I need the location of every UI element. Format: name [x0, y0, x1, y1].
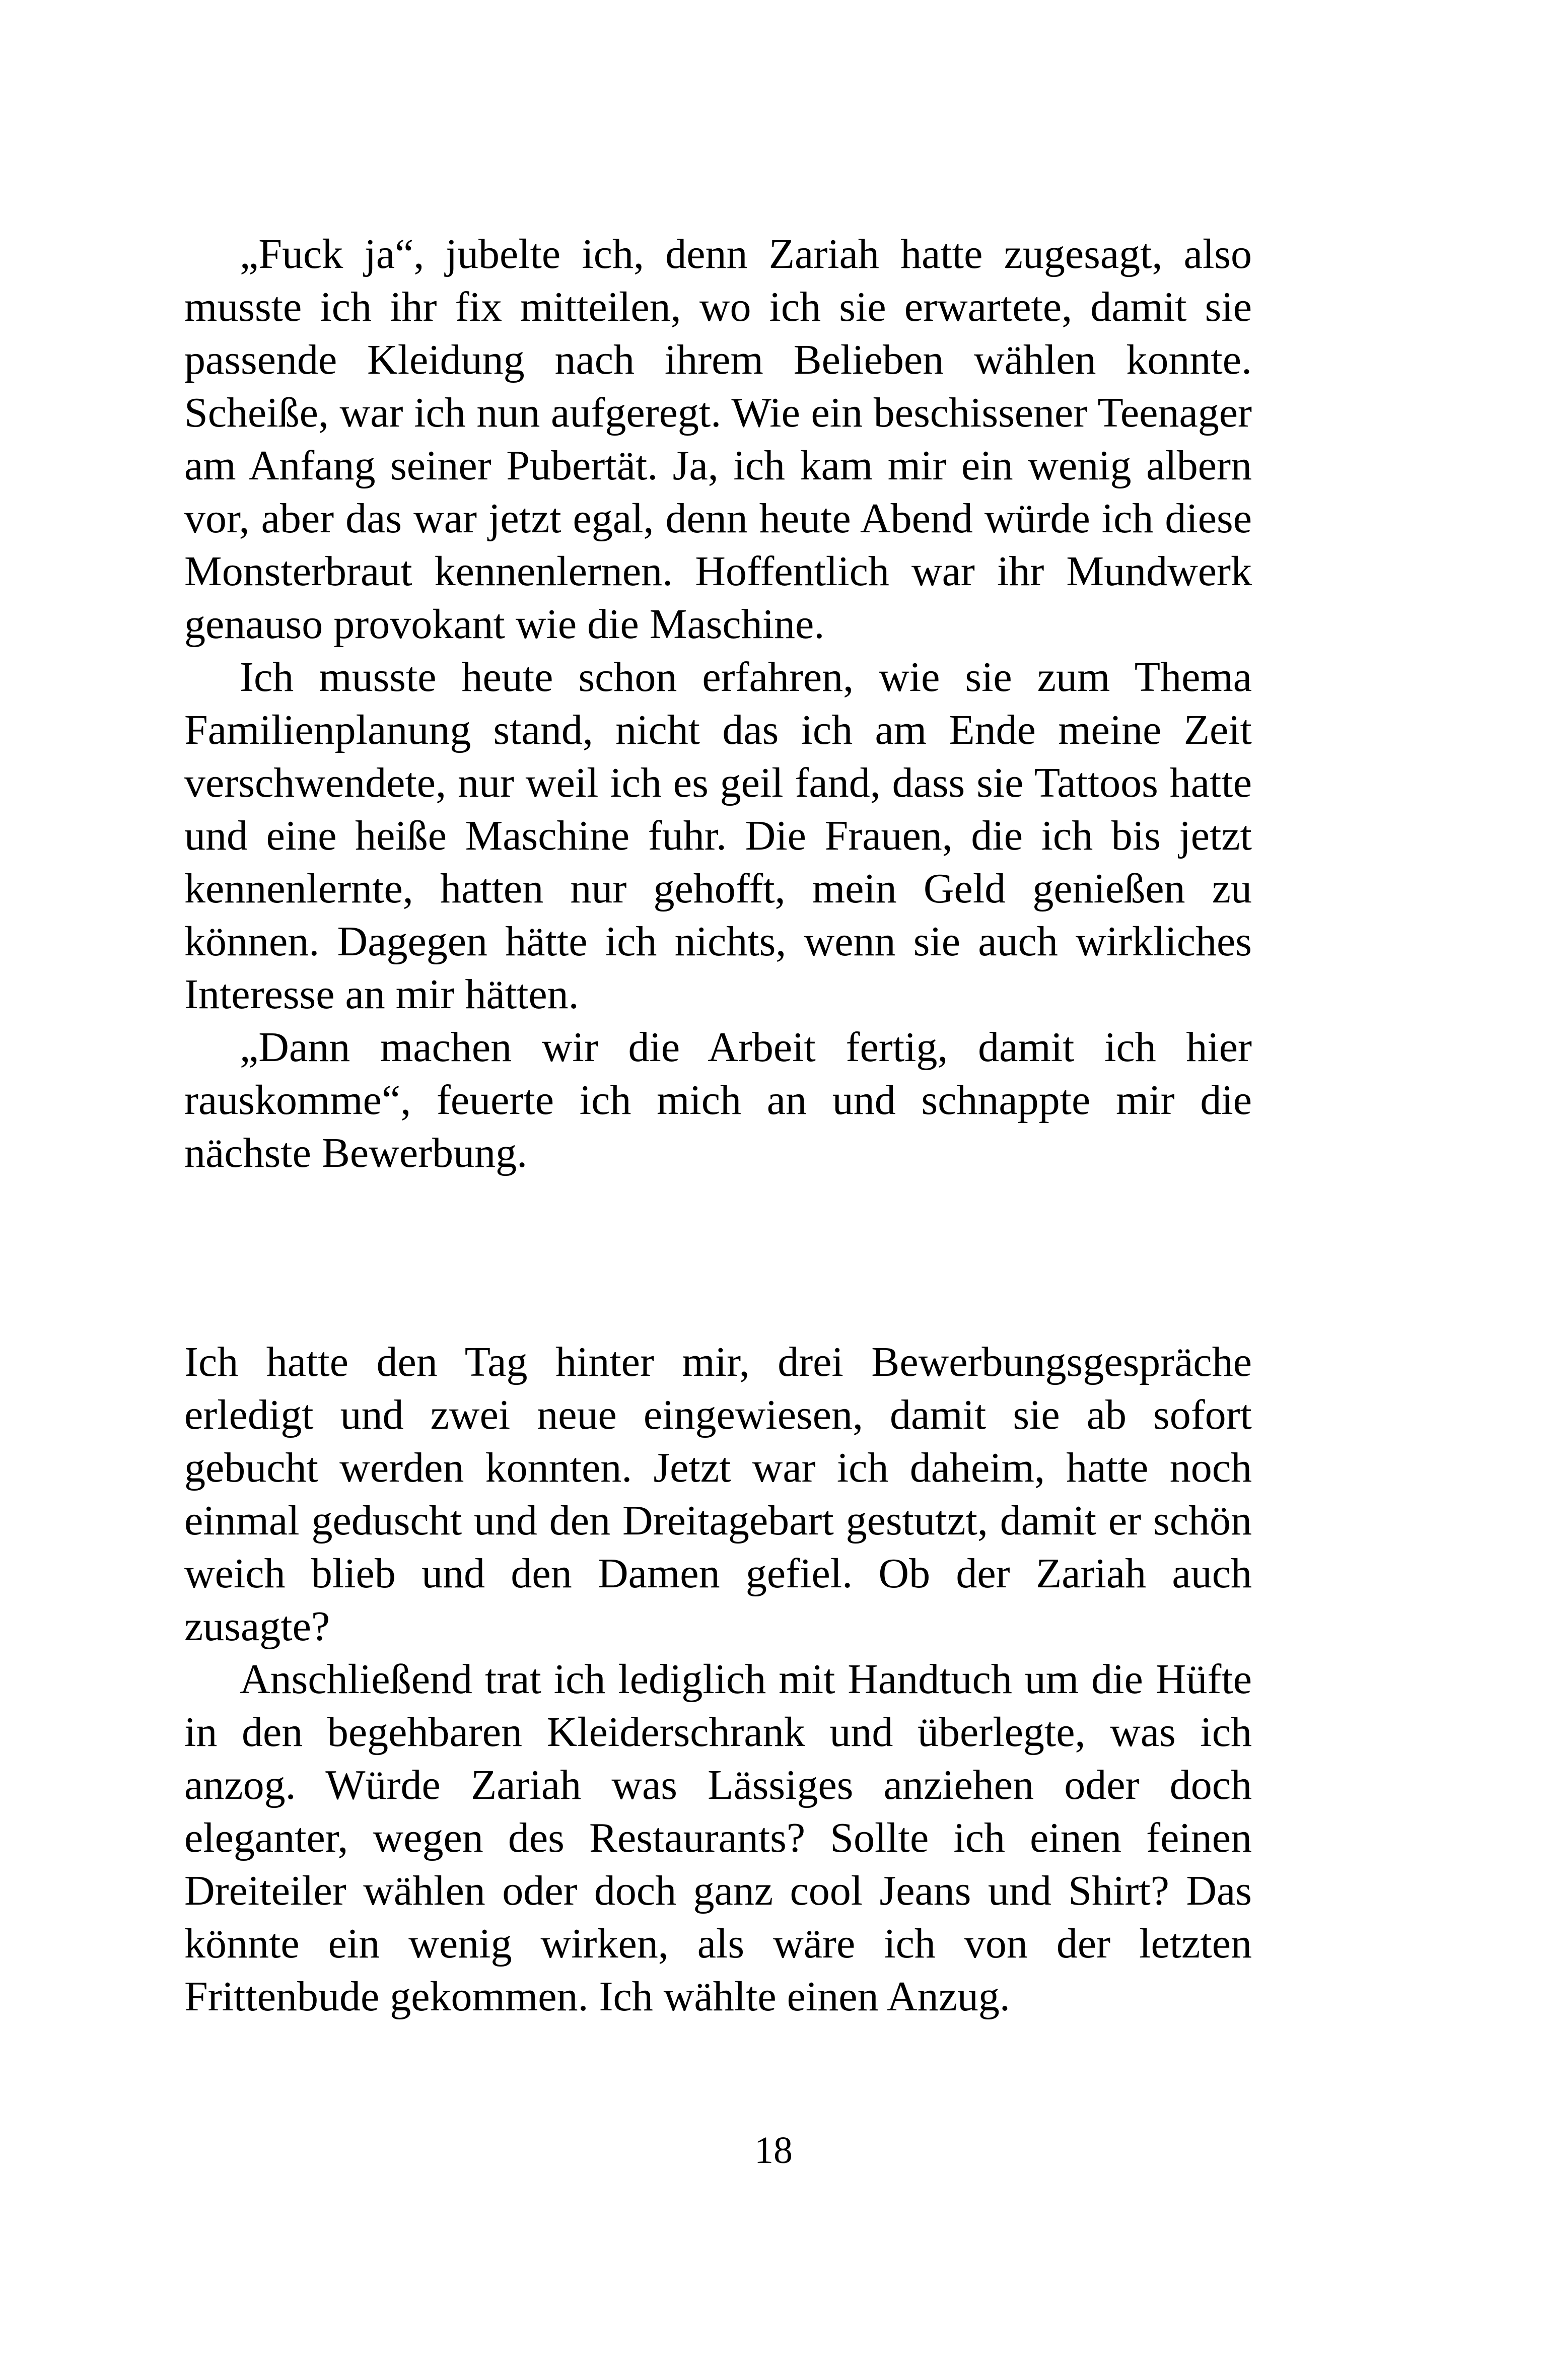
paragraph: Ich hatte den Tag hinter mir, drei Bewerbungsgespräche erledigt und zwei neue eingewiesen, damit sie ab sofort gebucht werden konnten. Jetzt war ich daheim, hatte noch einmal geduscht und den Dreitagebart gestutzt, damit er schön weich blieb und den Damen gefiel. Ob der Zariah auch zusagte?: [184, 1339, 1252, 1650]
text-section-1: [184, 228, 1252, 1179]
paragraph: „Fuck ja“, jubelte ich, denn Zariah hatte zugesagt, also musste ich ihr fix mitteilen, wo ich sie erwartete, damit sie passende Kleidung nach ihrem Belieben wählen konnte. Scheiße, war ich nun aufgeregt. Wie ein beschissener Teenager am Anfang seiner Pubertät. Ja, ich kam mir ein wenig albern vor, aber das war jetzt egal, denn heute Abend würde ich diese Monsterbraut kennenlernen. Hoffentlich war ihr Mundwerk genauso provokant wie die Maschine.: [184, 231, 1252, 648]
page-number: 18: [754, 2129, 793, 2172]
text-section-2: [184, 1336, 1252, 2023]
paragraph: Ich musste heute schon erfahren, wie sie zum Thema Familienplanung stand, nicht das ich am Ende meine Zeit verschwendete, nur weil ich es geil fand, dass sie Tattoos hatte und eine heiße Maschine fuhr. Die Frauen, die ich bis jetzt kennenlernte, hatten nur gehofft, mein Geld genießen zu können. Dagegen hätte ich nichts, wenn sie auch wirkliches Interesse an mir hätten.: [184, 654, 1252, 1018]
paragraph: „Dann machen wir die Arbeit fertig, damit ich hier rauskomme“, feuerte ich mich an und schnappte mir die nächste Bewerbung.: [184, 1024, 1252, 1176]
paragraph: Anschließend trat ich lediglich mit Handtuch um die Hüfte in den begehbaren Kleiderschrank und überlegte, was ich anzog. Würde Zariah was Lässiges anziehen oder doch eleganter, wegen des Restaurants? Sollte ich einen feinen Dreiteiler wählen oder doch ganz cool Jeans und Shirt? Das könnte ein wenig wirken, als wäre ich von der letzten Frittenbude gekommen. Ich wählte einen Anzug.: [184, 1656, 1252, 2020]
